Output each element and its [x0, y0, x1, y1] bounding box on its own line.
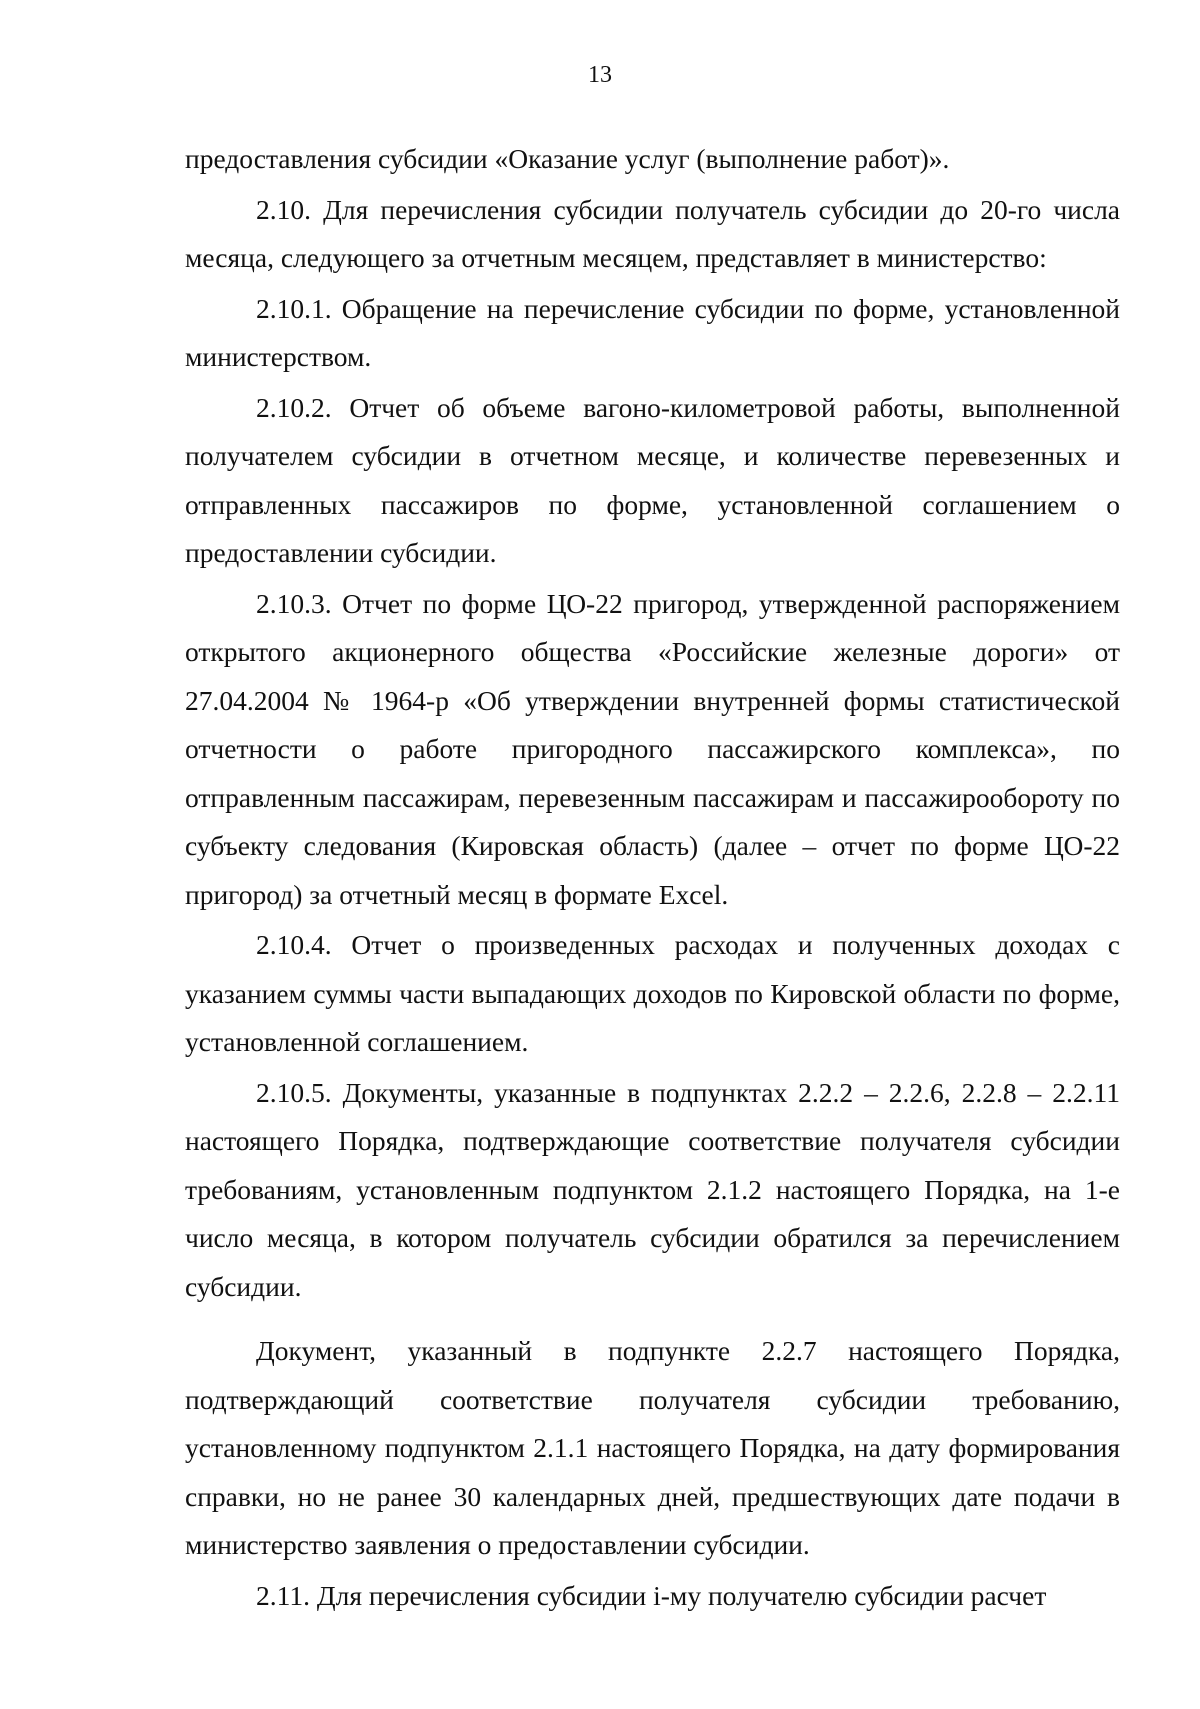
paragraph-2-10-1: 2.10.1. Обращение на перечисление субсидии по форме, установленной министерством. [185, 292, 1120, 372]
paragraph-2-10: 2.10. Для перечисления субсидии получатель субсидии до 20-го числа месяца, следующего за отчетным месяцем, представляет в министерство: [185, 193, 1120, 273]
paragraph-2-10-5: 2.10.5. Документы, указанные в подпунктах 2.2.2 – 2.2.6, 2.2.8 – 2.2.11 настоящего Порядка, подтверждающие соответствие получателя субсидии требованиям, установленным подпунктом 2.1.2 настоящего Порядка, на 1-е число месяца, в котором получатель субсидии обратился за перечислением субсидии. [185, 1076, 1120, 1302]
paragraph-2-11: 2.11. Для перечисления субсидии i-му получателю субсидии расчет [256, 1579, 1047, 1611]
paragraph-continuation: предоставления субсидии «Оказание услуг (выполнение работ)». [185, 143, 950, 174]
document-body [185, 135, 1120, 1620]
paragraph-2-10-2: 2.10.2. Отчет об объеме вагоно-километровой работы, выполненной получателем субсидии в отчетном месяце, и количестве перевезенных и отправленных пассажиров по форме, установленной соглашением о предоставлении субсидии. [185, 391, 1120, 568]
paragraph-2-10-3: 2.10.3. Отчет по форме ЦО-22 пригород, утвержденной распоряжением открытого акционерного общества «Российские железные дороги» от 27.04.2004 № 1964-р «Об утверждении внутренней формы статистической отчетности о работе пригородного пассажирского комплекса», по отправленным пассажирам, перевезенным пассажирам и пассажирообороту по субъекту следования (Кировская область) (далее – отчет по форме ЦО-22 пригород) за отчетный месяц в формате Excel. [185, 587, 1120, 910]
paragraph-2-10-4: 2.10.4. Отчет о произведенных расходах и полученных доходах с указанием суммы части выпадающих доходов по Кировской области по форме, установленной соглашением. [185, 929, 1120, 1057]
page-number: 13 [588, 62, 612, 88]
paragraph-document-2-2-7: Документ, указанный в подпункте 2.2.7 настоящего Порядка, подтверждающий соответствие получателя субсидии требованию, установленному подпунктом 2.1.1 настоящего Порядка, на дату формирования справки, но не ранее 30 календарных дней, предшествующих дате подачи в министерство заявления о предоставлении субсидии. [185, 1335, 1120, 1560]
